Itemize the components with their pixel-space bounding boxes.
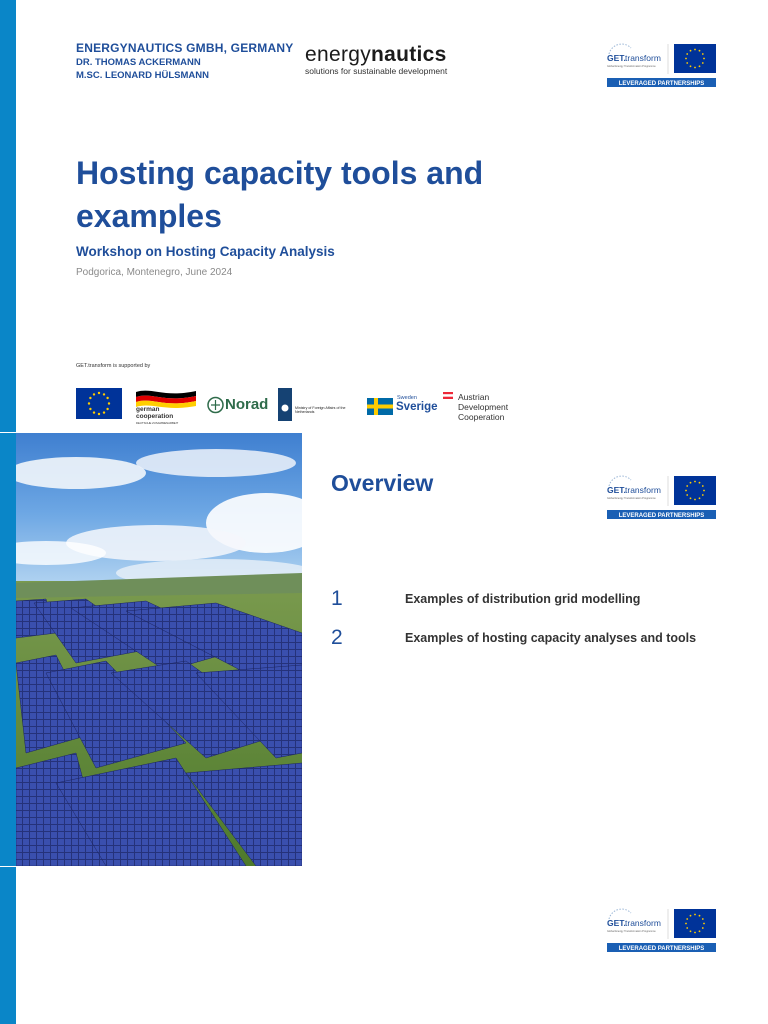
sweden-flag-icon xyxy=(367,398,393,415)
eu-flag-icon xyxy=(76,388,122,419)
company-name: ENERGYNAUTICS GMBH, GERMANY xyxy=(76,41,294,55)
overview-item-number: 2 xyxy=(331,626,343,649)
norad-label: Norad xyxy=(225,396,269,413)
get-small-text: Global Energy Transformation Programme xyxy=(607,65,656,68)
sweden-label: Sverige xyxy=(396,401,438,413)
get-small-text: Global Energy Transformation Programme xyxy=(607,930,656,933)
austria-label: Austrian xyxy=(458,392,490,402)
page-title: Hosting capacity tools and examples xyxy=(76,155,484,234)
get-name-light: transform xyxy=(625,53,661,63)
austria-label: Cooperation xyxy=(458,412,505,423)
logo-word-bold: nautics xyxy=(371,43,447,66)
solar-panels-image xyxy=(16,433,302,866)
get-name: GET. xyxy=(607,53,626,63)
overview-item-number: 1 xyxy=(331,587,343,610)
german-label: cooperation xyxy=(136,412,174,420)
austria-label: Development xyxy=(458,402,509,413)
get-name: GET. xyxy=(607,485,626,495)
get-name: GET. xyxy=(607,918,626,928)
norad-emblem-icon xyxy=(207,394,224,416)
get-small-text: Global Energy Transformation Programme xyxy=(607,497,656,500)
leveraged-partnerships-banner: LEVERAGED PARTNERSHIPS xyxy=(618,513,705,519)
leveraged-partnerships-banner: LEVERAGED PARTNERSHIPS xyxy=(618,946,705,952)
german-flag-wave-icon xyxy=(134,388,198,408)
get-transform-logo-graphic xyxy=(605,474,717,522)
supporters-caption: GET.transform is supported by xyxy=(76,363,151,369)
get-transform-logo-graphic xyxy=(605,907,717,955)
german-label-small: DEUTSCHE ZUSAMMENARBEIT xyxy=(136,421,179,425)
overview-item-text: Examples of hosting capacity analyses and tools xyxy=(405,631,697,645)
get-name-light: transform xyxy=(625,918,661,928)
leveraged-partnerships-banner: LEVERAGED PARTNERSHIPS xyxy=(618,81,705,87)
left-accent-bar xyxy=(0,0,16,1024)
netherlands-label: Ministry of Foreign Affairs of the Netherlands xyxy=(295,406,346,415)
get-transform-logo xyxy=(605,42,717,95)
sidebar-divider xyxy=(0,432,16,433)
author-block xyxy=(76,41,293,82)
sponsor-logos xyxy=(76,388,536,424)
logo-word: energy xyxy=(305,43,372,66)
logo-tagline: solutions for sustainable development xyxy=(305,66,448,76)
get-transform-logo-graphic xyxy=(605,42,717,90)
german-cooperation-logo xyxy=(134,388,198,424)
subtitle: Workshop on Hosting Capacity Analysis xyxy=(76,244,335,259)
energynautics-logo xyxy=(305,44,447,76)
netherlands-ministry-logo xyxy=(278,388,360,421)
sidebar-divider xyxy=(0,866,16,867)
sweden-label-small: Sweden xyxy=(397,395,417,401)
get-transform-logo xyxy=(605,474,717,527)
solar-field-photo xyxy=(16,433,302,866)
location-date: Podgorica, Montenegro, June 2024 xyxy=(76,267,233,278)
author-name: DR. THOMAS ACKERMANN xyxy=(76,57,201,68)
author-name: M.SC. LEONARD HÜLSMANN xyxy=(76,69,209,81)
overview-item-text: Examples of distribution grid modelling xyxy=(405,592,641,606)
get-transform-logo xyxy=(605,907,717,960)
overview-heading: Overview xyxy=(331,470,434,496)
german-label: german xyxy=(136,406,160,413)
get-name-light: transform xyxy=(625,485,661,495)
netherlands-emblem-icon xyxy=(278,388,292,421)
austria-flag-icon xyxy=(443,392,453,399)
